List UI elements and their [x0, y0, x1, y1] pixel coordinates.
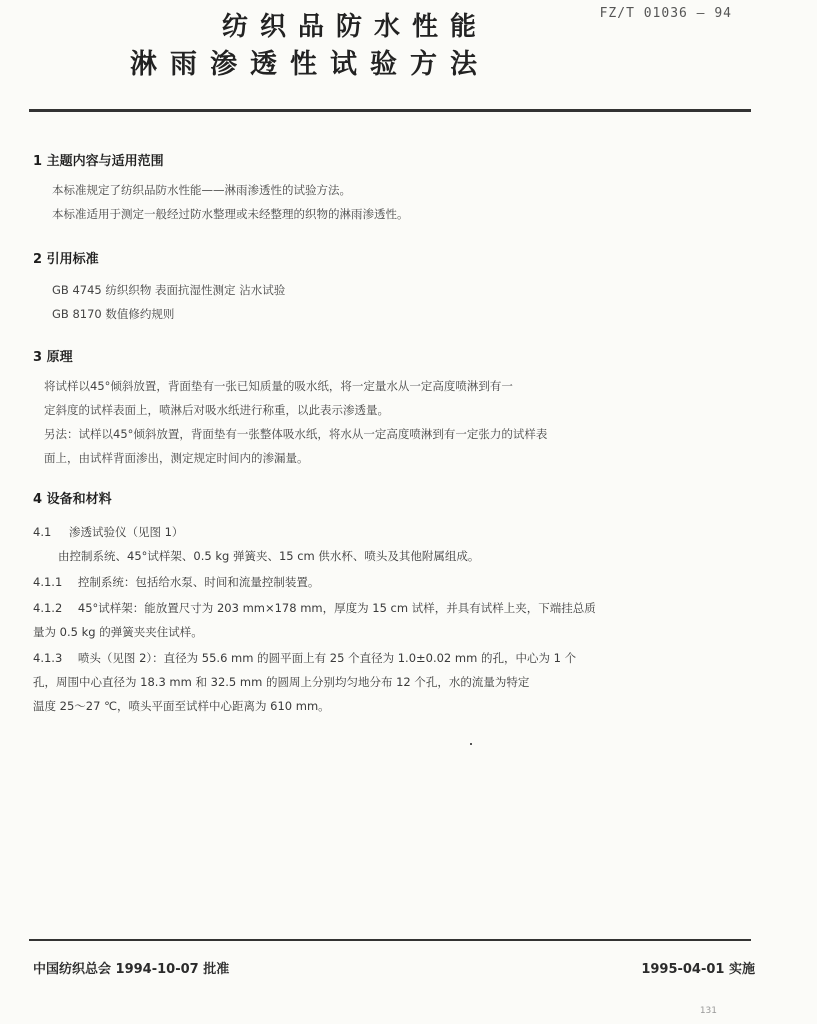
section-1-heading: 1 主题内容与适用范围 — [33, 154, 164, 169]
scan-speck — [470, 743, 472, 745]
section-3-body — [44, 374, 744, 470]
section-3-line: 面上，由试样背面渗出，测定规定时间内的渗漏量。 — [44, 451, 309, 465]
reference-standard: GB 4745 纺织织物 表面抗湿性测定 沾水试验 — [52, 283, 286, 297]
item-4-1-3-cont — [33, 674, 529, 690]
section-3-line: 定斜度的试样表面上，喷淋后对吸水纸进行称重，以此表示渗透量。 — [44, 403, 389, 417]
item-text: 量为 0.5 kg 的弹簧夹夹住试样。 — [33, 625, 203, 639]
footer-rule — [29, 939, 751, 941]
item-4-1 — [33, 524, 183, 540]
item-number: 4.1 — [33, 525, 52, 539]
item-4-1-2 — [33, 600, 596, 616]
item-4-1-desc — [58, 548, 479, 564]
standard-code: FZ/T 01036 — 94 — [599, 6, 732, 21]
item-text: 渗透试验仪（见图 1） — [68, 525, 184, 539]
issued-date: 中国纺织总会 1994-10-07 批准 — [33, 962, 230, 977]
item-4-1-3-cont — [33, 698, 330, 714]
section-3-line: 将试样以45°倾斜放置，背面垫有一张已知质量的吸水纸，将一定量水从一定高度喷淋到有一 — [44, 379, 513, 393]
reference-standard: GB 8170 数值修约规则 — [52, 307, 175, 321]
page-number: 131 — [699, 1006, 717, 1016]
effective-date: 1995-04-01 实施 — [641, 962, 755, 977]
item-text: 控制系统：包括给水泵、时间和流量控制装置。 — [77, 575, 320, 589]
item-text: 孔，周围中心直径为 18.3 mm 和 32.5 mm 的圆周上分别均匀地分布 12 个孔，水的流量为特定 — [33, 675, 530, 689]
section-1-body — [52, 178, 752, 226]
item-4-1-3 — [33, 650, 576, 666]
section-3-line: 另法：试样以45°倾斜放置，背面垫有一张整体吸水纸，将水从一定高度喷淋到有一定张力的试样表 — [44, 427, 548, 441]
section-2-heading: 2 引用标准 — [33, 252, 99, 267]
item-4-1-1 — [33, 574, 319, 590]
item-text: 温度 25～27 ℃，喷头平面至试样中心距离为 610 mm。 — [33, 699, 330, 713]
section-1-line: 本标准规定了纺织品防水性能——淋雨渗透性的试验方法。 — [52, 183, 351, 197]
item-4-1-2-cont — [33, 624, 203, 640]
title-line-1: 纺织品防水性能 — [221, 12, 488, 42]
section-4-heading: 4 设备和材料 — [33, 492, 112, 507]
item-text: 45°试样架：能放置尺寸为 203 mm×178 mm，厚度为 15 cm 试样，并具有试样上夹，下端挂总质 — [77, 601, 596, 615]
item-number: 4.1.2 — [33, 601, 63, 615]
item-number: 4.1.1 — [33, 575, 63, 589]
item-text: 喷头（见图 2）：直径为 55.6 mm 的圆平面上有 25 个直径为 1.0±0.02 mm 的孔，中心为 1 个 — [77, 651, 577, 665]
section-1-line: 本标准适用于测定一般经过防水整理或未经整理的织物的淋雨渗透性。 — [52, 207, 409, 221]
item-text: 由控制系统、45°试样架、0.5 kg 弹簧夹、15 cm 供水杯、喷头及其他附属组成。 — [58, 549, 480, 563]
item-number: 4.1.3 — [33, 651, 63, 665]
title-line-2: 淋雨渗透性试验方法 — [130, 49, 490, 80]
header-rule — [29, 109, 751, 112]
section-3-heading: 3 原理 — [33, 350, 73, 365]
section-2-body — [52, 278, 752, 326]
